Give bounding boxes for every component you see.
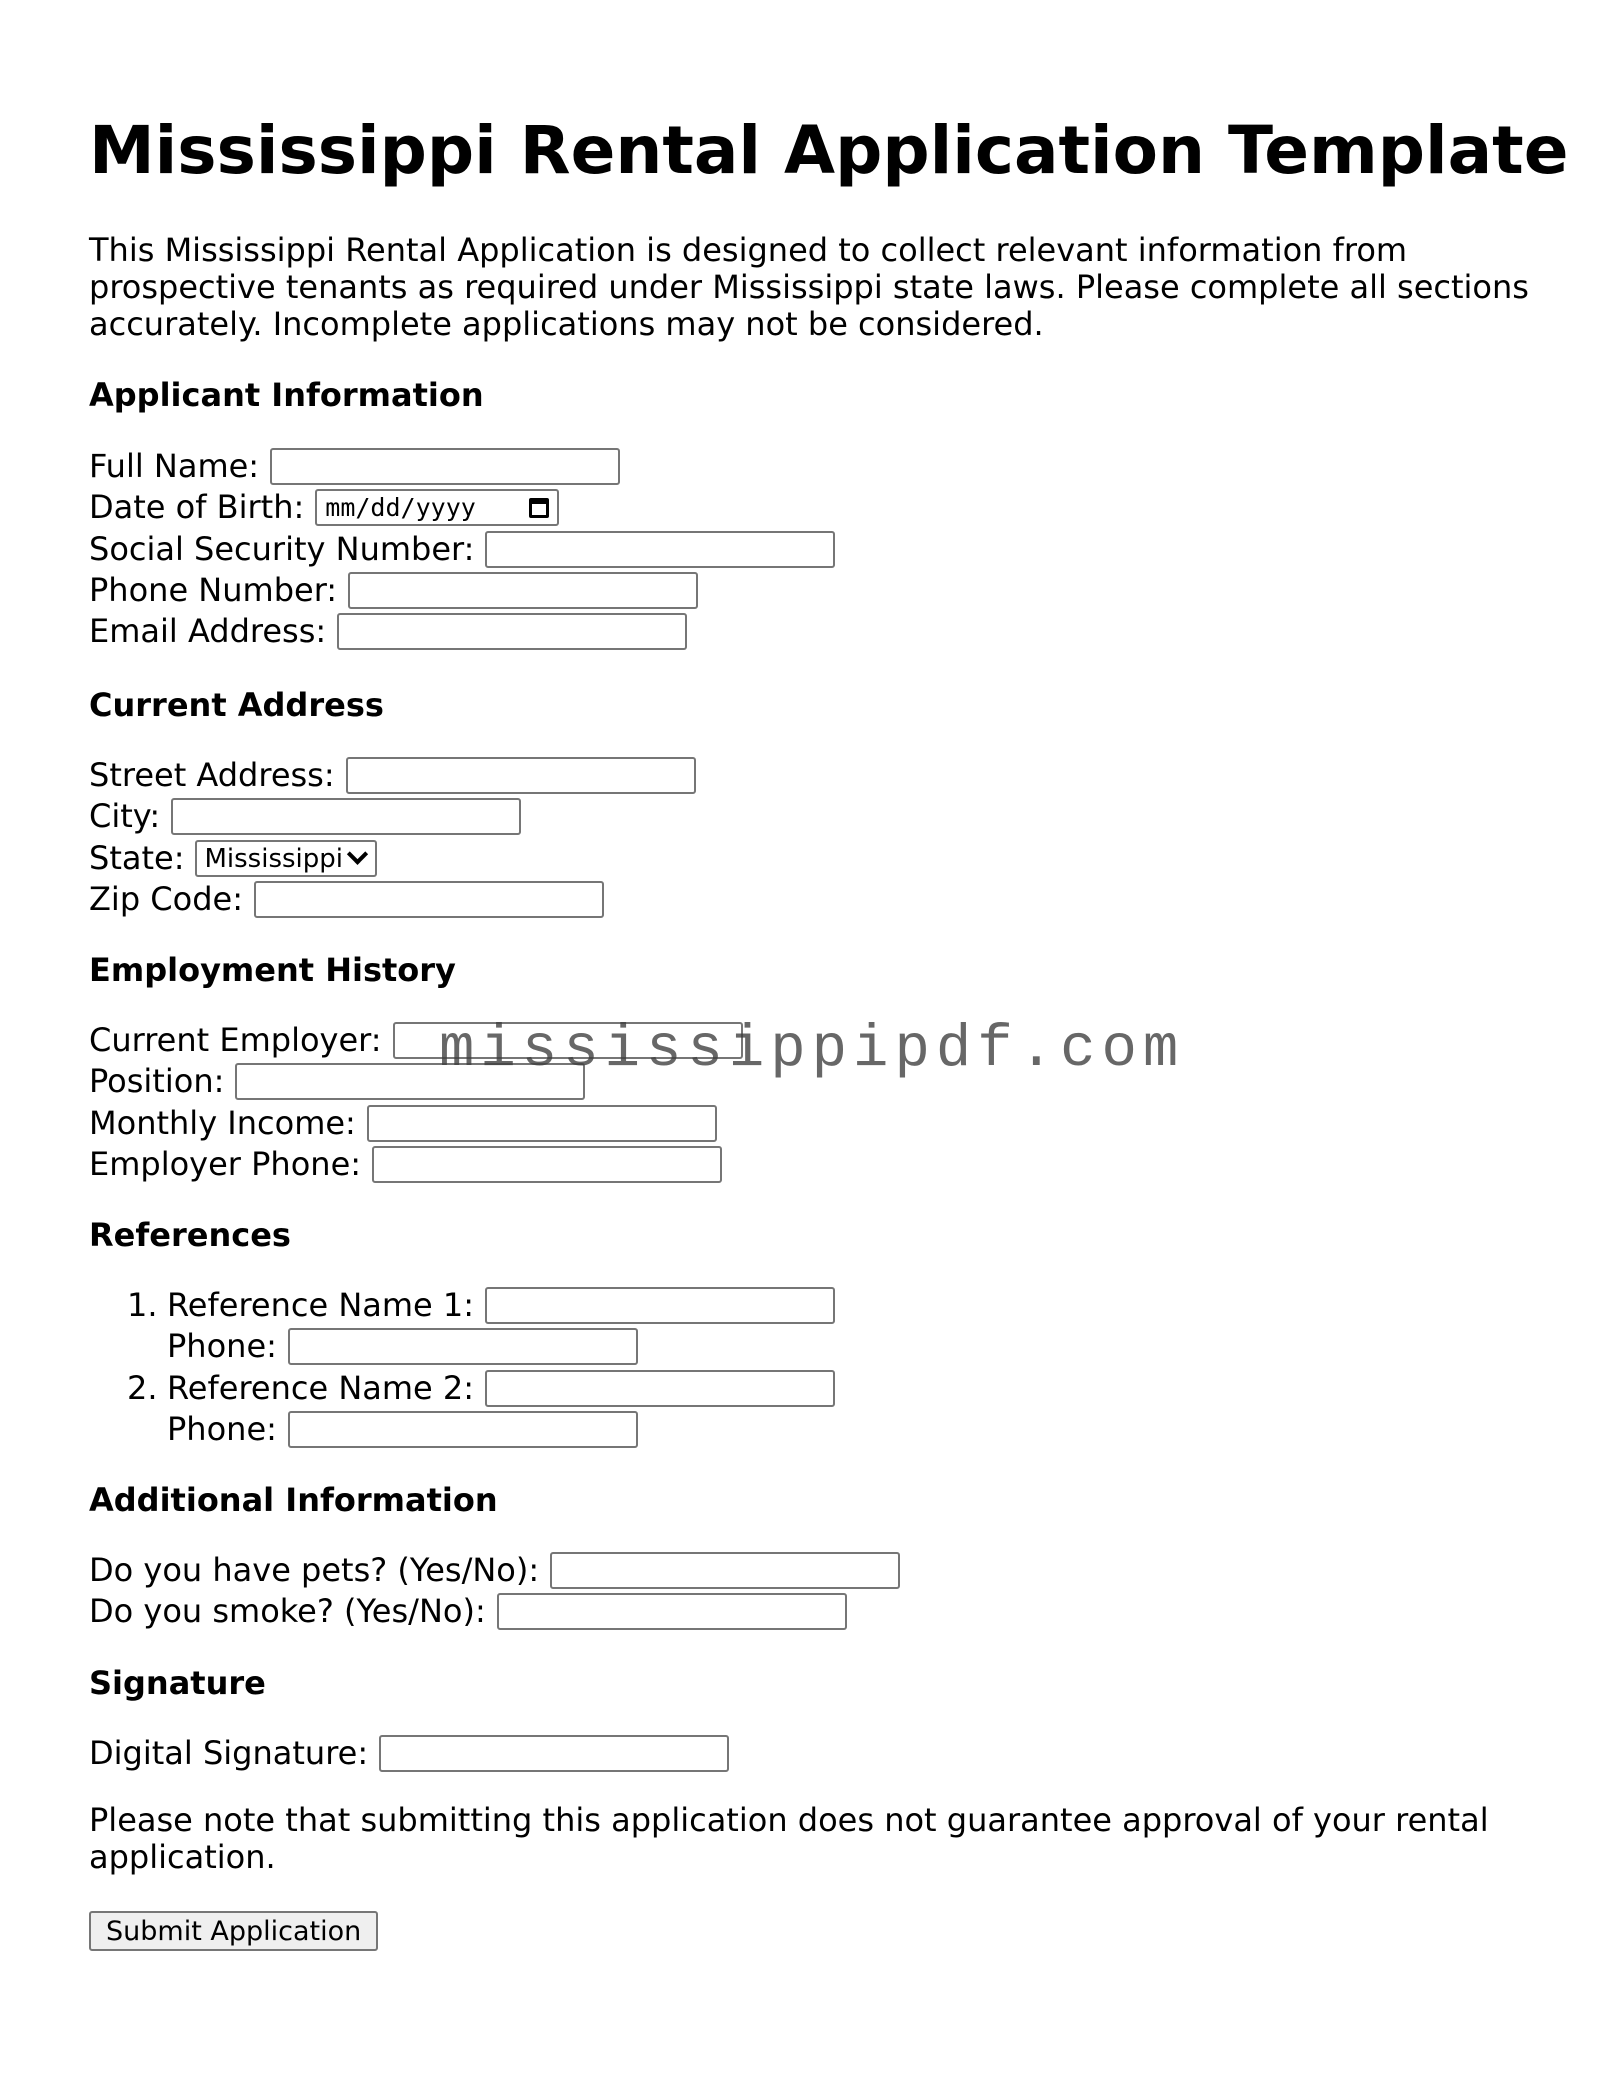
watermark-text: mississippipdf.com [439, 1016, 1185, 1083]
full-name-row [89, 446, 620, 487]
reference-2-name-label: Reference Name 2: [167, 1369, 475, 1407]
applicant-information-heading: Applicant Information [89, 376, 484, 414]
position-label: Position: [89, 1062, 225, 1100]
monthly-income-input[interactable] [367, 1105, 717, 1142]
digital-signature-input[interactable] [379, 1735, 729, 1772]
approval-note: Please note that submitting this application does not guarantee approval of your rental application. [89, 1801, 1489, 1876]
street-address-input[interactable] [346, 757, 696, 794]
calendar-icon[interactable] [529, 498, 549, 518]
state-select[interactable] [195, 840, 377, 877]
employer-phone-input[interactable] [372, 1146, 722, 1183]
monthly-income-label: Monthly Income: [89, 1104, 356, 1142]
reference-1-name-input[interactable] [485, 1287, 835, 1324]
position-row [89, 1061, 585, 1102]
reference-1-phone-row [167, 1326, 638, 1367]
phone-number-label: Phone Number: [89, 571, 338, 609]
employer-phone-label: Employer Phone: [89, 1145, 362, 1183]
reference-1-name-label: Reference Name 1: [167, 1286, 475, 1324]
full-name-label: Full Name: [89, 447, 260, 485]
email-label: Email Address: [89, 612, 327, 650]
signature-heading: Signature [89, 1664, 266, 1702]
state-selected-value: Mississippi [204, 843, 344, 874]
reference-2-phone-label: Phone: [167, 1410, 277, 1448]
full-name-input[interactable] [270, 448, 620, 485]
street-address-row [89, 755, 696, 796]
references-heading: References [89, 1216, 291, 1254]
monthly-income-row [89, 1103, 717, 1144]
digital-signature-label: Digital Signature: [89, 1734, 369, 1772]
smoke-input[interactable] [497, 1593, 847, 1630]
ssn-row [89, 529, 835, 570]
city-label: City: [89, 797, 161, 835]
date-of-birth-row [89, 487, 559, 528]
chevron-down-icon [347, 844, 368, 865]
reference-1-phone-input[interactable] [288, 1328, 638, 1365]
current-employer-label: Current Employer: [89, 1021, 382, 1059]
reference-2-number: 2. [127, 1369, 158, 1407]
reference-2-phone-row [167, 1409, 638, 1450]
smoke-label: Do you smoke? (Yes/No): [89, 1592, 486, 1630]
reference-2-name-row [167, 1368, 835, 1409]
current-employer-row [89, 1020, 743, 1061]
current-address-heading: Current Address [89, 686, 384, 724]
zip-code-row [89, 879, 604, 920]
reference-1-name-row [167, 1285, 835, 1326]
date-of-birth-input[interactable] [315, 489, 559, 526]
pets-input[interactable] [550, 1552, 900, 1589]
reference-1-number: 1. [127, 1286, 158, 1324]
pets-row [89, 1550, 900, 1591]
phone-number-input[interactable] [348, 572, 698, 609]
submit-application-button[interactable]: Submit Application [89, 1911, 378, 1951]
smoke-row [89, 1591, 847, 1632]
additional-information-heading: Additional Information [89, 1481, 498, 1519]
zip-code-input[interactable] [254, 881, 604, 918]
intro-text: This Mississippi Rental Application is designed to collect relevant information from prospective tenants as required under Mississippi state laws. Please complete all sections accurately. Incomplete applications may not be considered. [89, 231, 1529, 343]
state-row [89, 838, 377, 879]
email-input[interactable] [337, 613, 687, 650]
city-row [89, 796, 521, 837]
city-input[interactable] [171, 798, 521, 835]
reference-1-phone-label: Phone: [167, 1327, 277, 1365]
email-row [89, 611, 687, 652]
ssn-label: Social Security Number: [89, 530, 475, 568]
page-title: Mississippi Rental Application Template [89, 112, 1569, 189]
date-of-birth-label: Date of Birth: [89, 488, 305, 526]
ssn-input[interactable] [485, 531, 835, 568]
digital-signature-row [89, 1733, 729, 1774]
current-employer-input[interactable] [393, 1022, 743, 1059]
zip-code-label: Zip Code: [89, 880, 243, 918]
employment-history-heading: Employment History [89, 951, 456, 989]
employer-phone-row [89, 1144, 722, 1185]
state-label: State: [89, 839, 185, 877]
reference-2-name-input[interactable] [485, 1370, 835, 1407]
phone-number-row [89, 570, 698, 611]
pets-label: Do you have pets? (Yes/No): [89, 1551, 540, 1589]
position-input[interactable] [235, 1063, 585, 1100]
date-placeholder: mm/dd/yyyy [325, 493, 476, 522]
street-address-label: Street Address: [89, 756, 335, 794]
reference-2-phone-input[interactable] [288, 1411, 638, 1448]
